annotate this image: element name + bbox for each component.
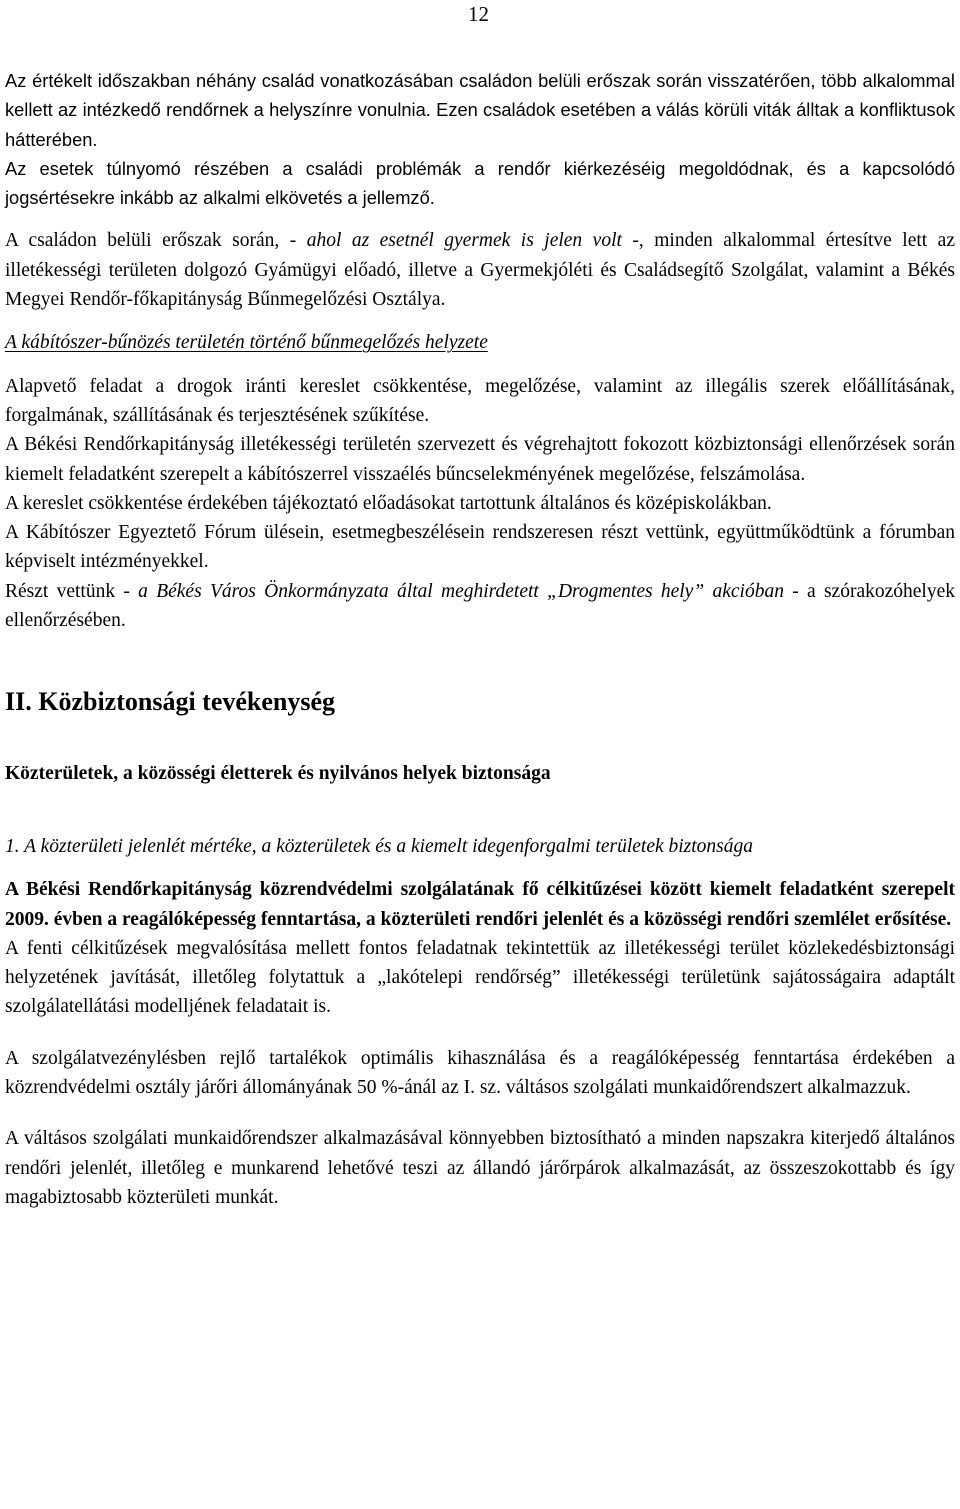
text-run: - a szórakozóhelyek ellenőrzésében. — [5, 580, 955, 632]
paragraph: Az esetek túlnyomó részében a családi problémák a rendőr kiérkezéséig megoldódnak, és a kapcsolódó jogsértésekre inkább az alkalmi elkövetés a jellemző. — [5, 157, 955, 209]
paragraph — [5, 226, 955, 314]
document-body — [5, 66, 955, 1212]
subsection-title: Közterületek, a közösségi életterek és nyilvános helyek biztonsága — [5, 762, 551, 784]
paragraph: Az értékelt időszakban néhány család vonatkozásában családon belüli erőszak során visszatérően, több alkalommal kellett az intézkedő rendőrnek a helyszínre vonulnia. Ezen családok esetében a válás körüli viták álltak a konfliktusok hátterében. — [5, 70, 955, 150]
section-title: II. Közbiztonsági tevékenység — [5, 687, 336, 717]
drug-section-heading: A kábítószer-bűnözés területén történő bűnmegelőzés helyzete — [5, 332, 488, 354]
paragraph — [5, 577, 955, 636]
domestic-violence-block — [5, 66, 955, 212]
text-run: Részt vettünk - — [5, 580, 139, 602]
paragraph: Alapvető feladat a drogok iránti kereslet csökkentése, megelőzése, valamint az illegális szerek előállításának, forgalmának, szállításának és terjesztésének szűkítése. — [5, 375, 955, 426]
paragraph: A váltásos szolgálati munkaidőrendszer alkalmazásával könnyebben biztosítható a minden napszakra kiterjedő általános rendőri jelenlét, illetőleg e munkarend lehetővé teszi az állandó járőrpárok alkalmazását, az összeszokottabb és így magabiztosabb közterületi munkát. — [5, 1128, 955, 1208]
italic-text: a Békés Város Önkormányzata által meghirdetett „Drogmentes hely” akcióban — [138, 580, 784, 602]
bold-paragraph: A Békési Rendőrkapitányság közrendvédelmi szolgálatának fő célkitűzései között kiemelt feladatként szerepelt 2009. évben a reagálóképesség fenntartása, a közterületi rendőri jelenlét és a közösségi rendőri szemlélet erősítése. — [5, 879, 955, 930]
text-run: -, minden alkalommal értesítve lett az illetékességi területen dolgozó Gyámügyi előadó, illetve a Gyermekjóléti és Családsegítő Szolgálat, valamint a Békés Megyei Rendőr-főkapitányság Bűnmegelőzési Osztálya. — [5, 230, 955, 311]
italic-text: ahol az esetnél gyermek is jelen volt — [306, 230, 622, 252]
text-run: A családon belüli erőszak során, - — [5, 230, 307, 252]
paragraph: A kereslet csökkentése érdekében tájékoztató előadásokat tartottunk általános és középiskolákban. — [5, 492, 772, 514]
paragraph: A Békési Rendőrkapitányság illetékességi területén szervezett és végrehajtott fokozott közbiztonsági ellenőrzések során kiemelt feladatként szerepelt a kábítószerrel visszaélés bűncselekményének megelőzése, felszámolása. — [5, 434, 955, 485]
paragraph: A fenti célkitűzések megvalósítása mellett fontos feladatnak tekintettük az illetékességi terület közlekedésbiztonsági helyzetének javítását, illetőleg folytattuk a „lakótelepi rendőrség” illetékességi területünk sajátosságaira adaptált szolgálatellátási modelljének feladatait is. — [5, 937, 955, 1018]
item-heading: 1. A közterületi jelenlét mértéke, a közterületek és a kiemelt idegenforgalmi területek biztonsága — [5, 835, 754, 857]
page-number: 12 — [468, 2, 489, 26]
paragraph: A szolgálatvezénylésben rejlő tartalékok optimális kihasználása és a reagálóképesség fenntartása érdekében a közrendvédelmi osztály járőri állományának 50 %-ánál az I. sz. váltásos szolgálati munkaidőrendszert alkalmazzuk. — [5, 1047, 955, 1099]
paragraph: A Kábítószer Egyeztető Fórum ülésein, esetmegbeszélésein rendszeresen részt vettünk, együttműködtünk a fórumban képviselt intézményekkel. — [5, 522, 955, 573]
